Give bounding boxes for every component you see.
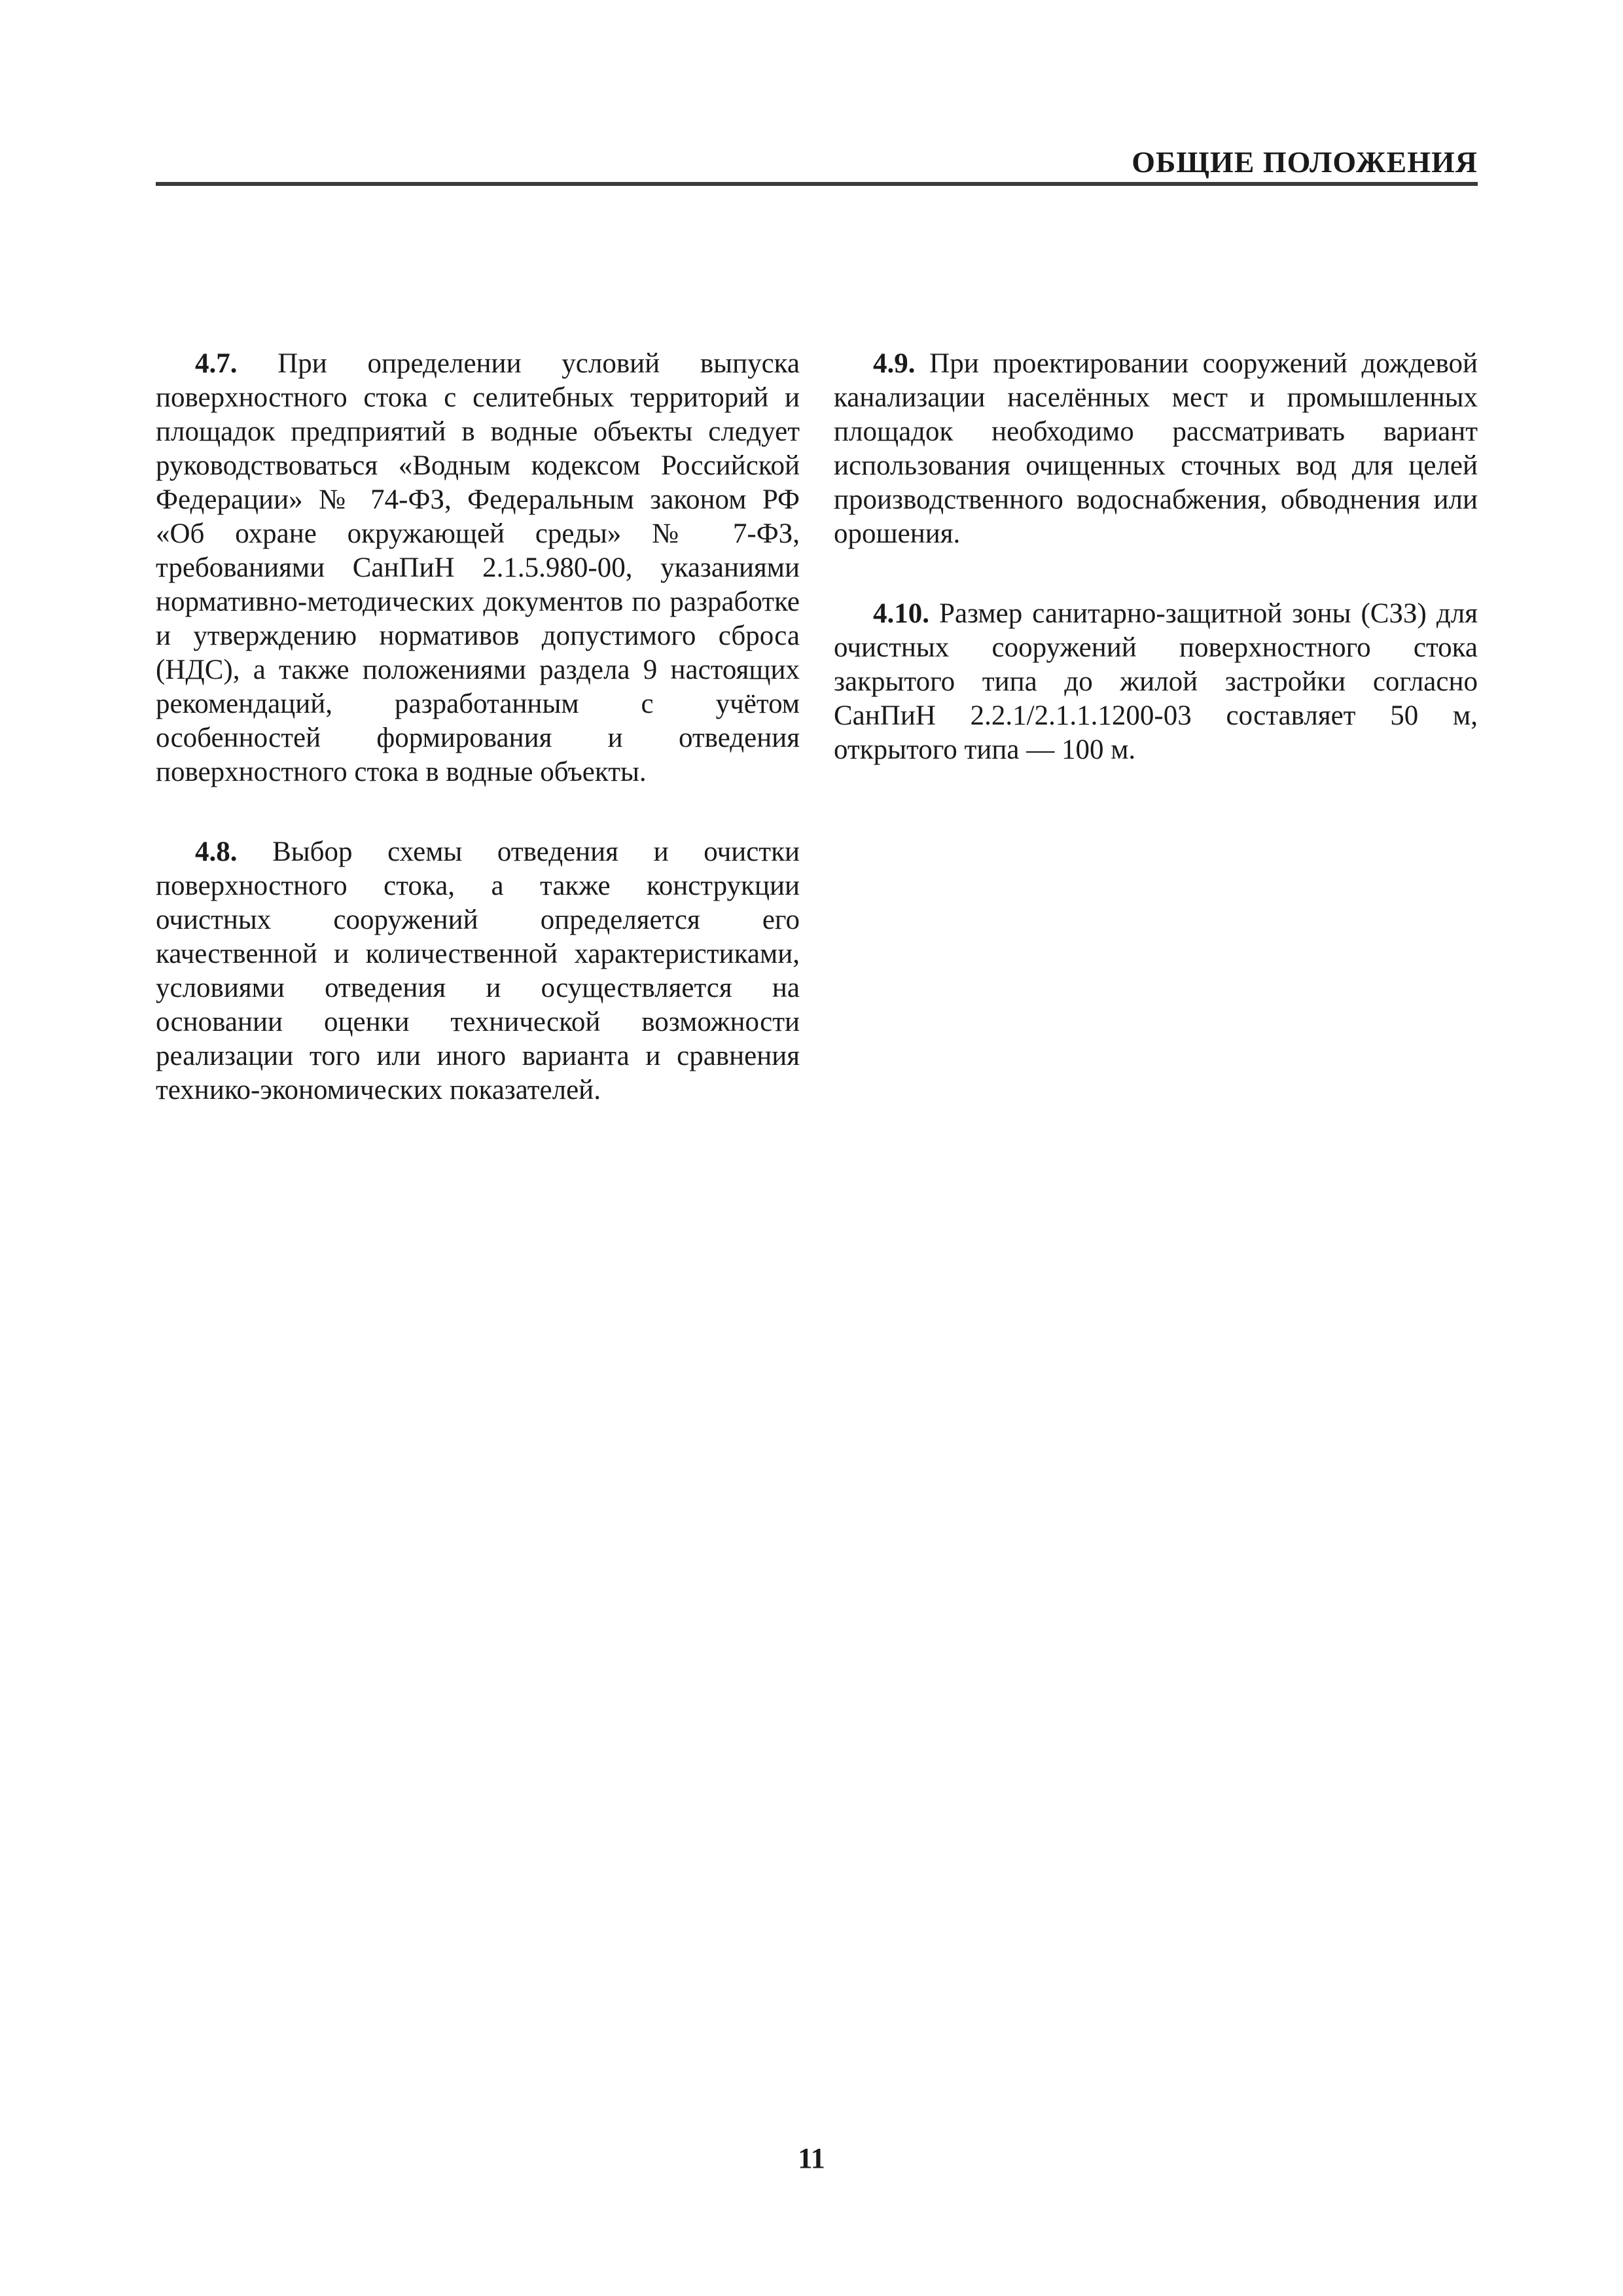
page-number: 11	[798, 2142, 825, 2174]
paragraph-4-10	[834, 597, 1478, 767]
paragraph-number: 4.9.	[873, 348, 916, 379]
paragraph-number: 4.7.	[195, 348, 238, 379]
running-header-title: ОБЩИЕ ПОЛОЖЕНИЯ	[1132, 145, 1478, 179]
right-column	[834, 347, 1478, 813]
paragraph-text: При проектировании сооружений дождевой канализации населённых мест и промышленных площадок необходимо рассматривать вариант использования очищенных сточных вод для целей производственного водоснабжения, обводнения или орошения.	[834, 348, 1478, 549]
paragraph-4-8	[156, 835, 800, 1107]
header-rule	[156, 182, 1478, 186]
paragraph-number: 4.10.	[873, 598, 929, 629]
paragraph-text: Размер санитарно-защитной зоны (СЗЗ) для очистных сооружений поверхностного стока закрытого типа до жилой застройки согласно СанПиН 2.2.1/2.1.1.1200-03 составляет 50 м, открытого типа — 100 м.	[834, 598, 1478, 765]
left-column	[156, 347, 800, 1153]
paragraph-text: При определении условий выпуска поверхностного стока с селитебных территорий и площадок предприятий в водные объекты следует руководствоваться «Водным кодексом Российской Федерации» № 74-ФЗ, Федеральным законом РФ «Об охране окружающей среды» № 7-ФЗ, требованиями СанПиН 2.1.5.980-00, указаниями нормативно-методических документов по разработке и утверждению нормативов допустимого сброса (НДС), а также положениями раздела 9 настоящих рекомендаций, разработанным с учётом особенностей формирования и отведения поверхностного стока в водные объекты.	[156, 348, 800, 787]
paragraph-4-9	[834, 347, 1478, 551]
paragraph-4-7	[156, 347, 800, 789]
page-header	[156, 134, 1478, 185]
paragraph-text: Выбор схемы отведения и очистки поверхностного стока, а также конструкции очистных сооружений определяется его качественной и количественной характеристиками, условиями отведения и осуществляется на основании оценки технической возможности реализации того или иного варианта и сравнения технико-экономических показателей.	[156, 836, 800, 1105]
paragraph-number: 4.8.	[195, 836, 238, 867]
